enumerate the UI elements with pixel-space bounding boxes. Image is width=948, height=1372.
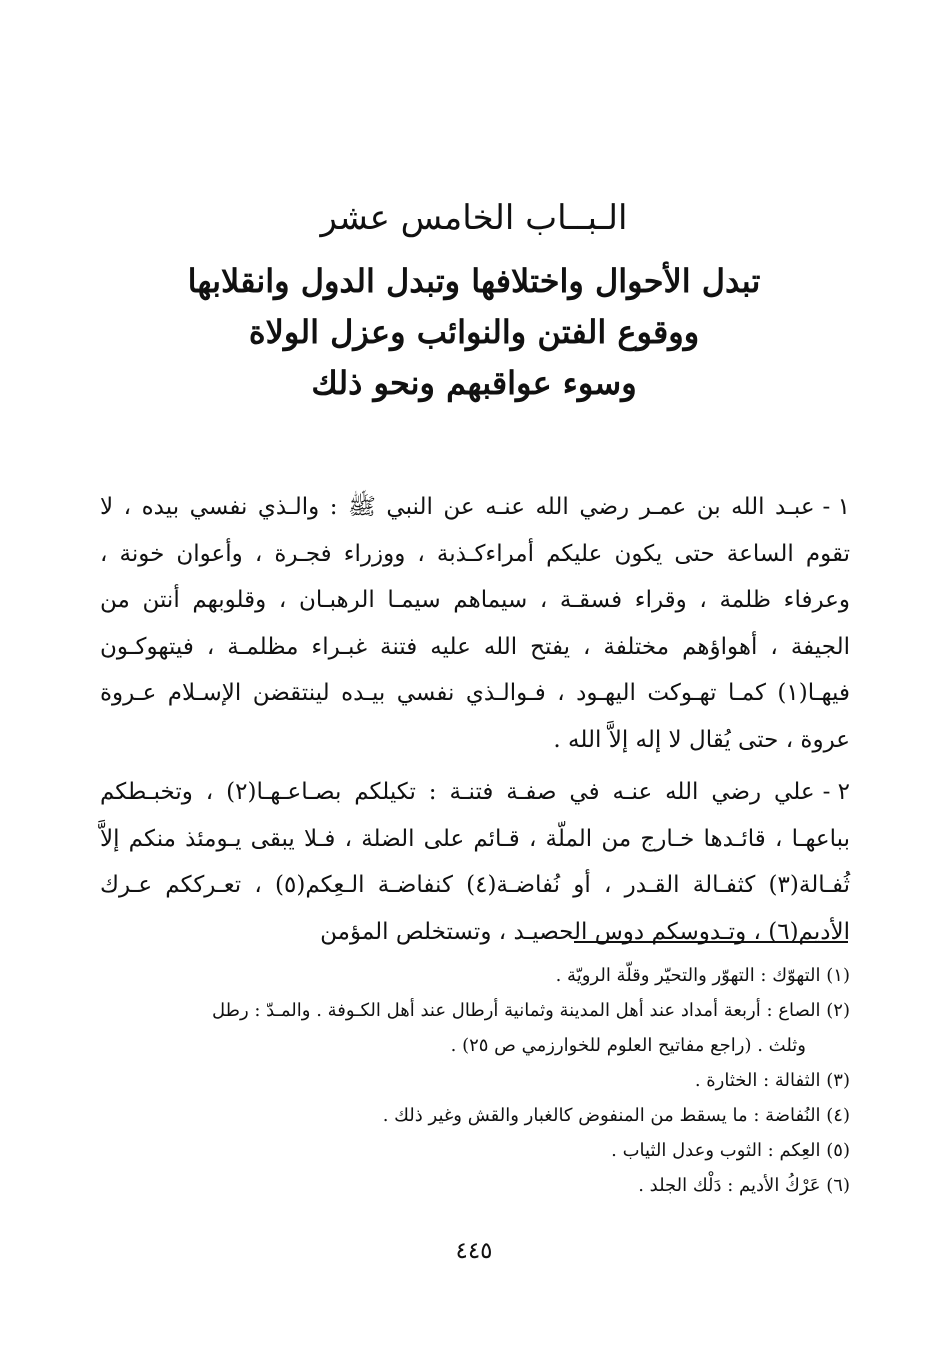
paragraph-1: [100, 484, 850, 763]
footnote-2: (٢) الصاع : أربعة أمداد عند أهل المدينة وثمانية أرطال عند أهل الكـوفة . والمـدّ : رطل: [212, 1000, 850, 1021]
footnote-6: (٦) عَرْكُ الأديم : دَلْك الجلد .: [638, 1175, 850, 1196]
chapter-label: الـبــاب الخامس عشر: [320, 198, 628, 238]
chapter-title: [150, 256, 798, 409]
title-line-3: وسوء عواقبهم ونحو ذلك: [311, 364, 637, 402]
footnote-5: (٥) العِكم : الثوب وعدل الثياب .: [611, 1140, 850, 1161]
page-number: ٤٤٥: [455, 1238, 493, 1264]
footnote-3: (٣) الثفالة : الخثارة .: [694, 1070, 850, 1091]
footnote-1: (١) التهوّك : التهوّر والتحيّر وقلّة الرويّة .: [555, 965, 850, 986]
body-text: [100, 484, 850, 955]
paragraph-text: عبـد الله بن عمـر رضي الله عنـه عن النبي ﷺ : والـذي نفسي بيده ، لا تقوم الساعة حتى يكون عليكم أمراءكـذبة ، ووزراء فجـرة ، وأعوان خونة ، وعرفاء ظلمة ، وقراء فسقـة ، سيماهم سيمـا الرهبـان ، وقلوبهم أنتن من الجيفة ، أهواؤهم مختلفة ، يفتح الله عليه فتنة غبـراء مظلمـة ، فيتهوكـون فيهـا(١) كمـا تهـوكت اليهـود ، فـوالـذي نفسي بيـده لينتقضن الإسـلام عـروة عروة ، حتى يُقال لا إله إلاَّ الله .: [100, 494, 850, 753]
paragraph-number: ٢ -: [822, 779, 851, 805]
title-line-1: تبدل الأحوال واختلافها وتبدل الدول وانقلابها: [187, 262, 761, 300]
footnote-divider: [574, 941, 848, 943]
footnotes: [100, 958, 850, 1203]
footnote-2-continuation: وثلث . (راجع مفاتيح العلوم للخوارزمي ص ٢٥) .: [450, 1035, 806, 1056]
paragraph-number: ١ -: [822, 494, 850, 520]
paragraph-text: علي رضي الله عنـه في صفـة فتنـة : تكيلكم بصـاعـهـا(٢) ، وتخبـطكم بباعهـا ، قائـدها خـارج من الملّة ، قـائم على الضلة ، فـلا يبقى يـومئذ منكم إلاَّ ثُفـالة(٣) كثفـالة القـدر ، أو نُفاضـة(٤) كنفاضـة الـعِكم(٥) ، تعـرككم عـرك الأديم(٦) ، وتـدوسكم دوس الحصيـد ، وتستخلص المؤمن: [100, 779, 850, 945]
paragraph-2: [100, 769, 850, 955]
footnote-4: (٤) النُفاضة : ما يسقط من المنفوض كالغبار والقش وغير ذلك .: [382, 1105, 850, 1126]
title-line-2: ووقوع الفتن والنوائب وعزل الولاة: [248, 313, 700, 351]
